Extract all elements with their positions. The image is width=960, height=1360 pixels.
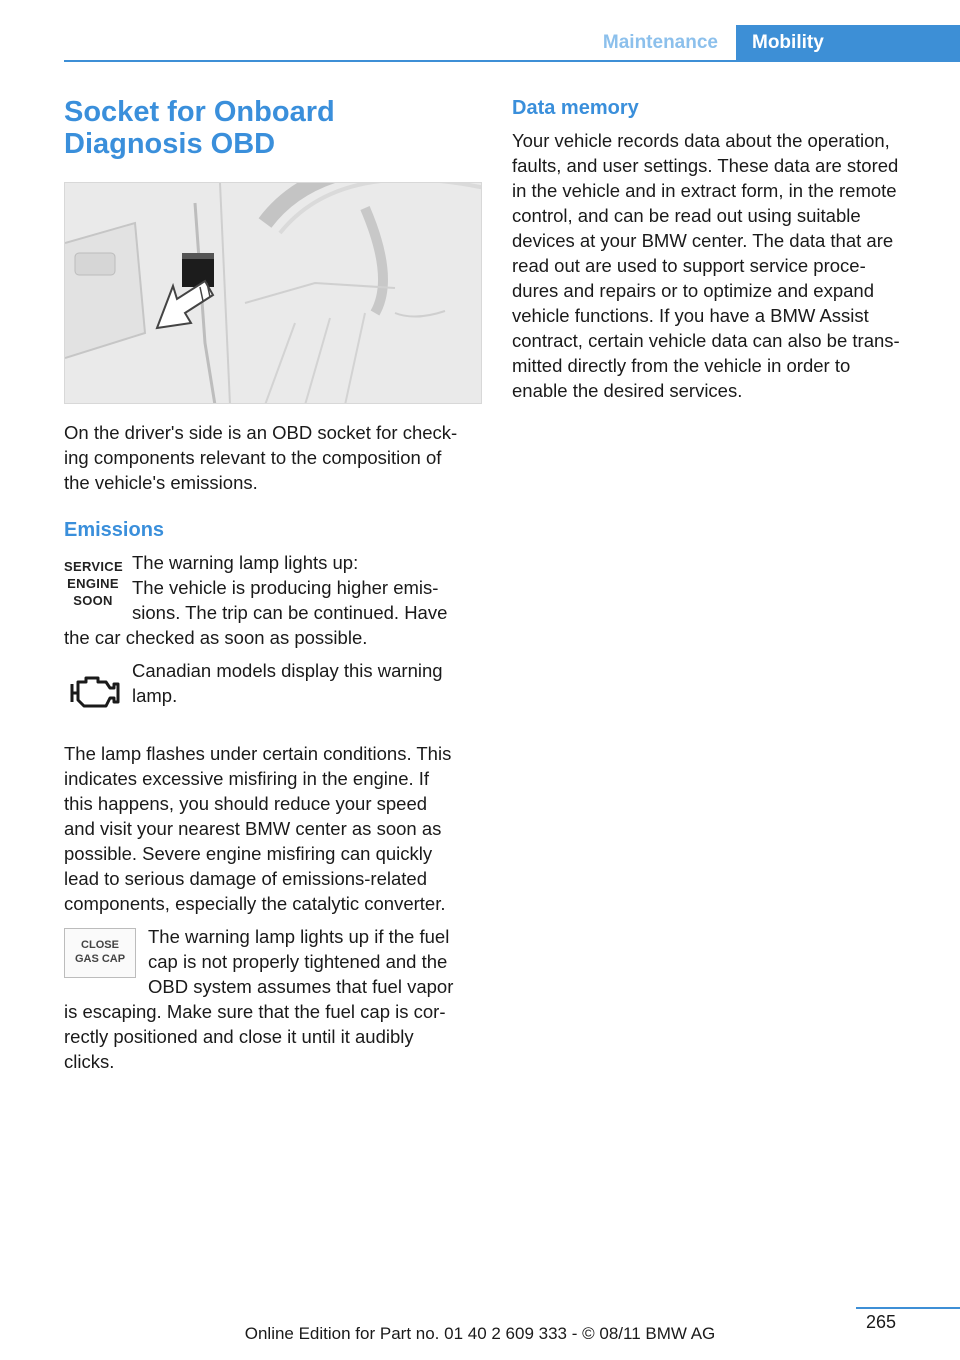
data-memory-line: mitted directly from the vehicle in order to bbox=[512, 355, 851, 376]
obd-socket-illustration bbox=[64, 182, 482, 404]
emissions-heading: Emissions bbox=[64, 519, 165, 541]
data-memory-heading: Data memory bbox=[512, 97, 639, 119]
lamp-flashes-paragraph bbox=[64, 741, 484, 916]
data-memory-line: vehicle functions. If you have a BMW Assist bbox=[512, 305, 869, 326]
flash-line: lead to serious damage of emissions-related bbox=[64, 868, 427, 889]
canadian-models-paragraph bbox=[132, 658, 482, 708]
close-gas-cap-icon bbox=[64, 928, 136, 978]
tab-mobility[interactable]: Mobility bbox=[736, 25, 960, 62]
edition-footer: Online Edition for Part no. 01 40 2 609 333 - © 08/11 BMW AG bbox=[244, 1324, 716, 1343]
warning-line: sions. The trip can be continued. Have bbox=[132, 602, 448, 623]
gascap-cont-line: clicks. bbox=[64, 1051, 115, 1072]
service-engine-soon-icon bbox=[64, 558, 122, 612]
intro-paragraph bbox=[64, 420, 484, 495]
data-memory-line: faults, and user settings. These data are stored bbox=[512, 155, 899, 176]
data-memory-line: dures and repairs or to optimize and expand bbox=[512, 280, 874, 301]
service-icon-text: SERVICE bbox=[64, 559, 123, 574]
gascap-line: OBD system assumes that fuel vapor bbox=[148, 976, 454, 997]
page-title bbox=[64, 96, 484, 160]
gas-cap-continued bbox=[64, 999, 484, 1074]
data-memory-line: contract, certain vehicle data can also be trans- bbox=[512, 330, 900, 351]
data-memory-paragraph bbox=[512, 128, 942, 403]
gascap-cont-line: is escaping. Make sure that the fuel cap is cor- bbox=[64, 1001, 446, 1022]
data-memory-line: control, and can be read out using suitable bbox=[512, 205, 861, 226]
page-title-line-2: Diagnosis OBD bbox=[64, 128, 276, 160]
data-memory-line: in the vehicle and in extract form, in the remote bbox=[512, 180, 897, 201]
gascap-line: cap is not properly tightened and the bbox=[148, 951, 448, 972]
flash-line: indicates excessive misfiring in the engine. If bbox=[64, 768, 430, 789]
data-memory-line: enable the desired services. bbox=[512, 380, 743, 401]
flash-line: possible. Severe engine misfiring can quickly bbox=[64, 843, 433, 864]
data-memory-line: devices at your BMW center. The data that are bbox=[512, 230, 894, 251]
warning-line: The vehicle is producing higher emis- bbox=[132, 577, 439, 598]
intro-line: the vehicle's emissions. bbox=[64, 472, 258, 493]
page-number-rule bbox=[856, 1307, 960, 1309]
warning-line: The warning lamp lights up: bbox=[132, 552, 359, 573]
data-memory-line: read out are used to support service proce- bbox=[512, 255, 866, 276]
service-icon-text: ENGINE bbox=[67, 576, 119, 591]
flash-line: components, especially the catalytic converter. bbox=[64, 893, 446, 914]
data-memory-line: Your vehicle records data about the operation, bbox=[512, 130, 890, 151]
canadian-line: lamp. bbox=[132, 685, 178, 706]
page-title-line-1: Socket for Onboard bbox=[64, 96, 335, 128]
service-icon-text: SOON bbox=[73, 593, 113, 608]
warning-lamp-paragraph bbox=[132, 550, 482, 625]
intro-line: ing components relevant to the composition of bbox=[64, 447, 442, 468]
intro-line: On the driver's side is an OBD socket for check- bbox=[64, 422, 458, 443]
flash-line: and visit your nearest BMW center as soon as bbox=[64, 818, 442, 839]
gascap-cont-line: rectly positioned and close it until it audibly bbox=[64, 1026, 414, 1047]
header-rule bbox=[64, 60, 960, 62]
page-number: 265 bbox=[865, 1312, 896, 1332]
gascap-line: The warning lamp lights up if the fuel bbox=[148, 926, 450, 947]
flash-line: this happens, you should reduce your speed bbox=[64, 793, 428, 814]
check-engine-icon bbox=[66, 672, 122, 712]
flash-line: The lamp flashes under certain conditions. This bbox=[64, 743, 452, 764]
gascap-icon-text: GAS CAP bbox=[74, 953, 126, 965]
gas-cap-paragraph bbox=[148, 924, 484, 999]
canadian-line: Canadian models display this warning bbox=[132, 660, 443, 681]
warning-lamp-continued: the car checked as soon as possible. bbox=[64, 627, 368, 648]
tab-maintenance[interactable]: Maintenance bbox=[602, 32, 718, 53]
gascap-icon-text: CLOSE bbox=[81, 939, 119, 951]
